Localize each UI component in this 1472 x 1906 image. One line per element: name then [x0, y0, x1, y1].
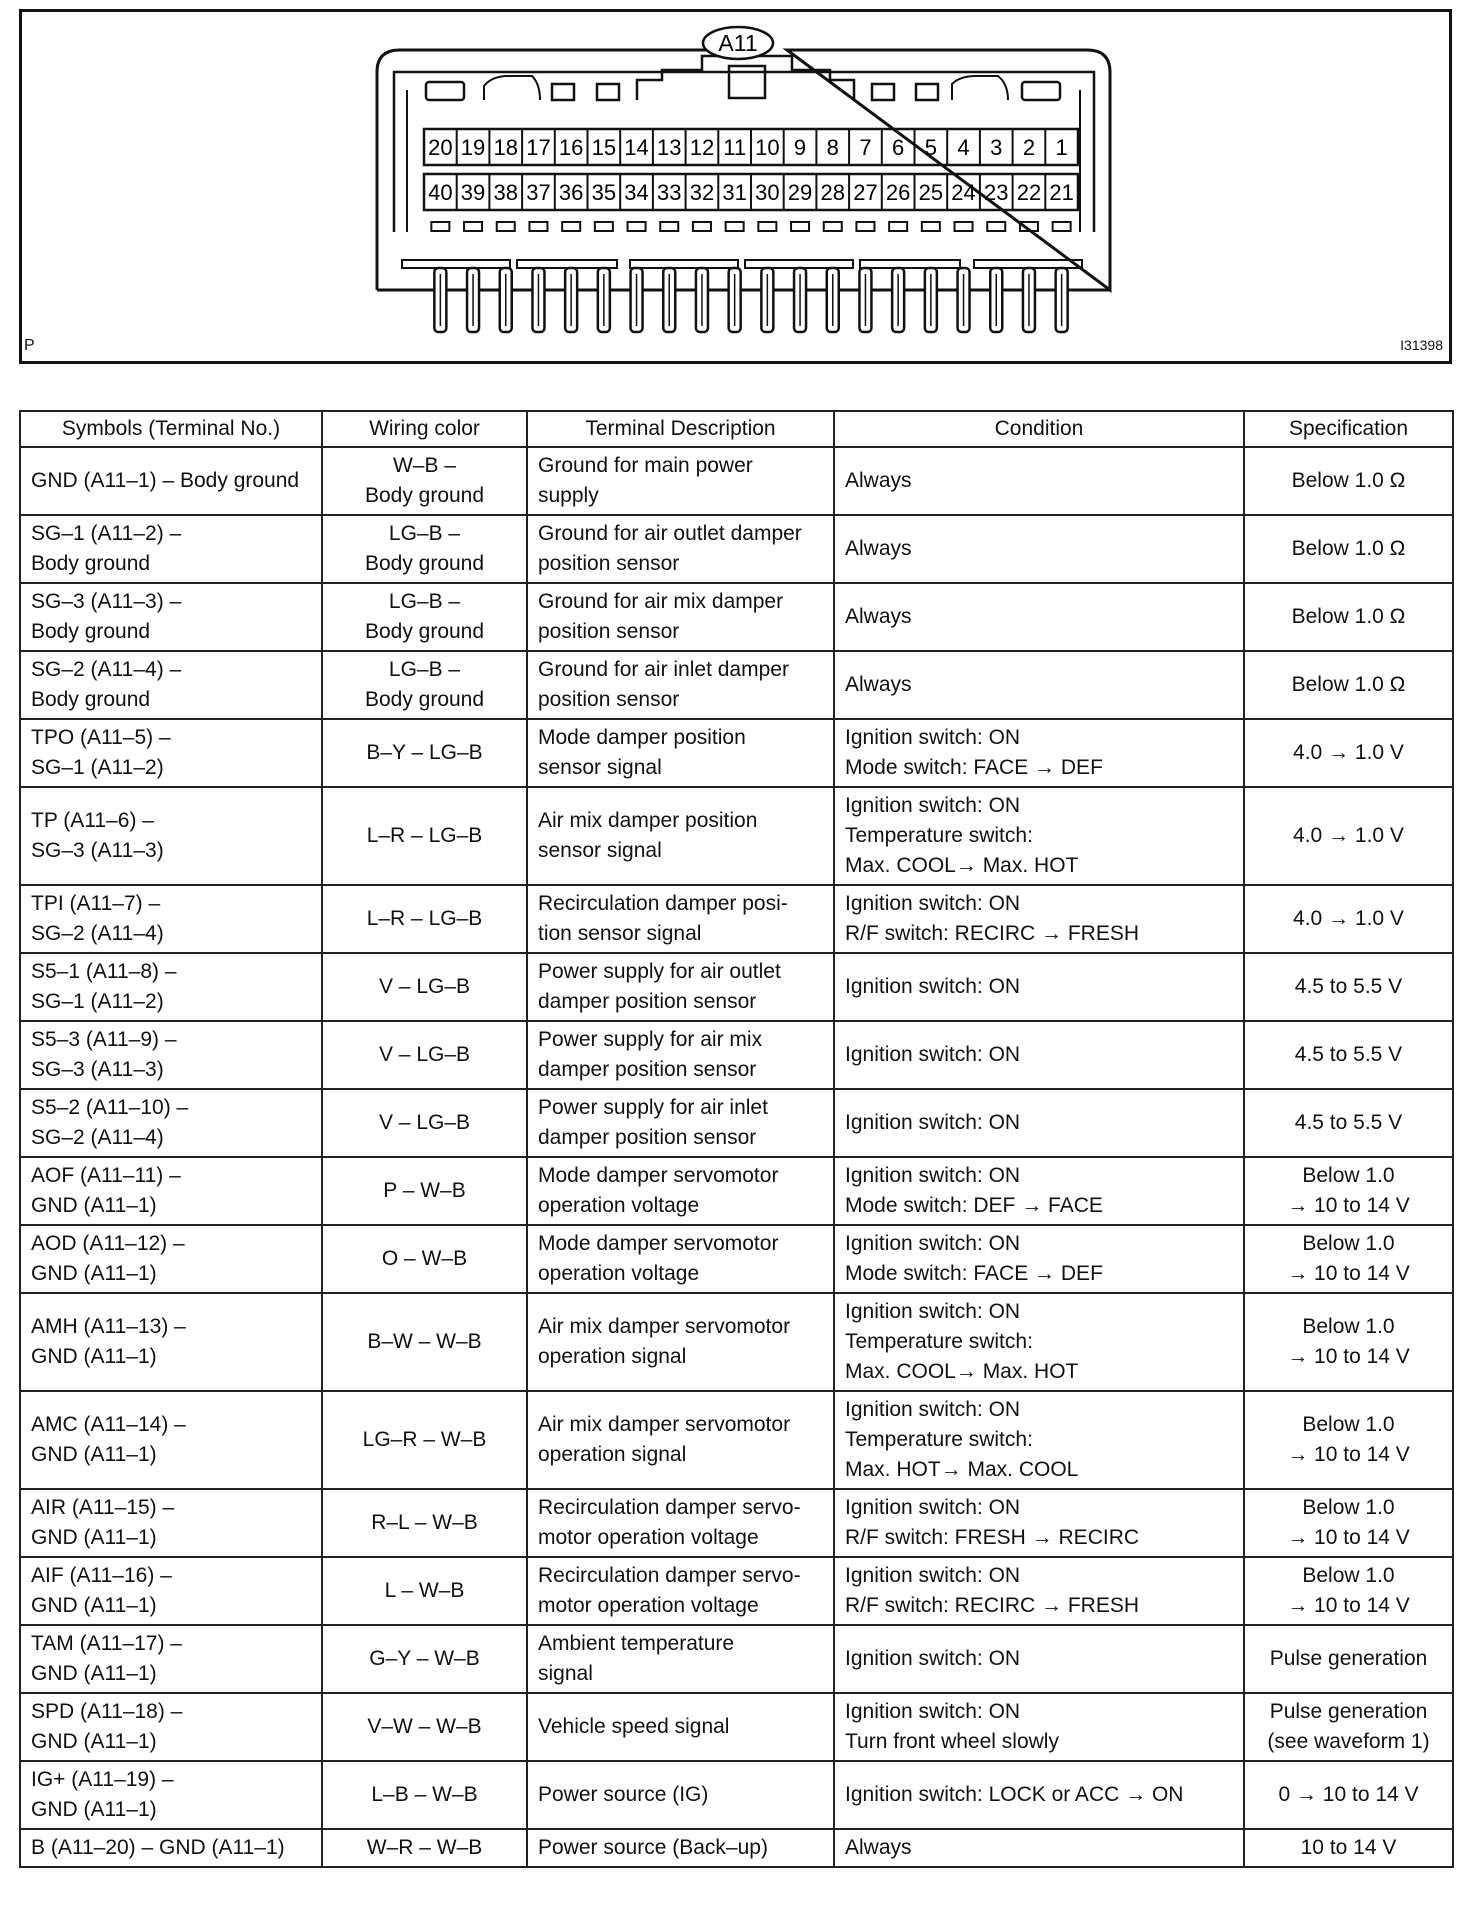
wiring-color-cell-text: LG–R – W–B — [362, 1428, 487, 1451]
description-cell — [527, 1693, 834, 1761]
condition-cell-text: Always — [845, 469, 912, 492]
connector-label: A11 — [718, 30, 758, 56]
pin-number-label: 14 — [624, 135, 649, 160]
terminal-slot — [922, 222, 940, 231]
table-row — [20, 1157, 1453, 1225]
pin-number-label: 33 — [657, 180, 682, 205]
description-cell — [527, 447, 834, 515]
description-cell-text: Mode damper servomotor operation voltage — [538, 1232, 779, 1285]
specification-cell-text: Pulse generation — [1269, 1647, 1428, 1670]
specification-cell — [1244, 1829, 1453, 1867]
specification-cell-text: Below 1.0 Ω — [1291, 537, 1406, 560]
specification-cell — [1244, 1489, 1453, 1557]
description-cell — [527, 1089, 834, 1157]
symbol-cell-text: S5–1 (A11–8) – SG–1 (A11–2) — [31, 960, 177, 1013]
description-cell-text: Recirculation damper servo- motor operation voltage — [538, 1564, 801, 1617]
pin-number-label: 27 — [853, 180, 878, 205]
header-condition: Condition — [834, 411, 1244, 447]
header-terminal-description: Terminal Description — [527, 411, 834, 447]
pin-number-label: 28 — [820, 180, 845, 205]
condition-cell — [834, 651, 1244, 719]
wiring-color-cell — [322, 953, 527, 1021]
symbol-cell — [20, 1157, 322, 1225]
condition-cell-text: Ignition switch: ON — [845, 1647, 1021, 1670]
specification-cell-text: Below 1.0 → 10 to 14 V — [1287, 1164, 1410, 1217]
symbol-cell-text: GND (A11–1) – Body ground — [31, 469, 300, 492]
table-row — [20, 1293, 1453, 1391]
specification-cell-text: Below 1.0 → 10 to 14 V — [1287, 1413, 1410, 1466]
wiring-color-cell — [322, 1761, 527, 1829]
specification-cell — [1244, 1021, 1453, 1089]
description-cell-text: Recirculation damper servo- motor operation voltage — [538, 1496, 801, 1549]
specification-cell — [1244, 1225, 1453, 1293]
terminal-slot — [987, 222, 1005, 231]
specification-cell-text: 4.5 to 5.5 V — [1294, 1043, 1403, 1066]
symbol-cell-text: IG+ (A11–19) – GND (A11–1) — [31, 1768, 174, 1821]
terminal-slot — [628, 222, 646, 231]
table-row — [20, 1693, 1453, 1761]
pin-number-label: 11 — [723, 135, 747, 160]
description-cell — [527, 583, 834, 651]
symbol-cell-text: AIR (A11–15) – GND (A11–1) — [31, 1496, 175, 1549]
pin-number-label: 1 — [1055, 135, 1068, 160]
description-cell-text: Mode damper servomotor operation voltage — [538, 1164, 779, 1217]
symbol-cell-text: S5–2 (A11–10) – SG–2 (A11–4) — [31, 1096, 189, 1149]
terminal-slot — [791, 222, 809, 231]
specification-cell — [1244, 1761, 1453, 1829]
pin-number-label: 24 — [951, 180, 976, 205]
specification-cell-text: Below 1.0 → 10 to 14 V — [1287, 1232, 1410, 1285]
description-cell — [527, 515, 834, 583]
wiring-color-cell-text: O – W–B — [381, 1247, 468, 1270]
wiring-color-cell — [322, 1625, 527, 1693]
pin-number-label: 18 — [493, 135, 518, 160]
description-cell-text: Ground for main power supply — [538, 454, 753, 507]
symbol-cell-text: SG–1 (A11–2) – Body ground — [31, 522, 182, 575]
symbol-cell-text: B (A11–20) – GND (A11–1) — [31, 1836, 285, 1859]
wiring-color-cell-text: V – LG–B — [378, 975, 471, 998]
specification-cell — [1244, 1391, 1453, 1489]
description-cell-text: Mode damper position sensor signal — [538, 726, 746, 779]
specification-cell-text: Below 1.0 → 10 to 14 V — [1287, 1315, 1410, 1368]
description-cell — [527, 1489, 834, 1557]
wiring-color-cell-text: L–R – LG–B — [366, 824, 483, 847]
symbol-cell — [20, 885, 322, 953]
wiring-color-cell — [322, 1021, 527, 1089]
symbol-cell — [20, 1225, 322, 1293]
symbol-cell-text: SG–2 (A11–4) – Body ground — [31, 658, 182, 711]
description-cell — [527, 885, 834, 953]
table-row — [20, 583, 1453, 651]
connector-diagram — [22, 12, 1449, 361]
condition-cell — [834, 1489, 1244, 1557]
condition-cell-text: Ignition switch: ON — [845, 1111, 1021, 1134]
symbol-cell — [20, 1761, 322, 1829]
symbol-cell-text: AMH (A11–13) – GND (A11–1) — [31, 1315, 186, 1368]
pin-number-label: 15 — [591, 135, 617, 160]
specification-cell-text: 4.0 → 1.0 V — [1293, 907, 1404, 930]
specification-cell-text: Below 1.0 Ω — [1291, 605, 1406, 628]
specification-cell — [1244, 1557, 1453, 1625]
terminal-slot — [955, 222, 973, 231]
wiring-color-cell-text: B–Y – LG–B — [366, 741, 483, 764]
table-row — [20, 651, 1453, 719]
terminal-slot — [758, 222, 776, 231]
wiring-color-cell-text: L–R – LG–B — [366, 907, 483, 930]
terminal-slot — [856, 222, 874, 231]
pin-number-label: 2 — [1022, 135, 1036, 160]
symbol-cell-text: AOD (A11–12) – GND (A11–1) — [31, 1232, 185, 1285]
condition-cell — [834, 1293, 1244, 1391]
table-row — [20, 447, 1453, 515]
condition-cell-text: Ignition switch: ON Temperature switch: Max. COOL→ Max. HOT — [845, 794, 1079, 877]
pin-number-label: 17 — [526, 135, 551, 160]
specification-cell-text: Below 1.0 Ω — [1291, 469, 1406, 492]
description-cell — [527, 1293, 834, 1391]
wiring-color-cell-text: V – LG–B — [378, 1043, 471, 1066]
description-cell — [527, 787, 834, 885]
wiring-color-cell — [322, 1391, 527, 1489]
condition-cell-text: Ignition switch: ON — [845, 1043, 1021, 1066]
wiring-color-cell — [322, 1293, 527, 1391]
symbol-cell — [20, 1293, 322, 1391]
wiring-color-cell — [322, 885, 527, 953]
symbol-cell — [20, 515, 322, 583]
pin-number-label: 4 — [957, 135, 970, 160]
condition-cell — [834, 787, 1244, 885]
condition-cell-text: Always — [845, 537, 912, 560]
terminal-slot — [889, 222, 907, 231]
wiring-color-cell — [322, 1829, 527, 1867]
description-cell — [527, 719, 834, 787]
pin-number-label: 5 — [924, 135, 937, 160]
description-cell-text: Recirculation damper posi- tion sensor signal — [538, 892, 788, 945]
condition-cell — [834, 953, 1244, 1021]
condition-cell — [834, 515, 1244, 583]
symbol-cell — [20, 447, 322, 515]
description-cell — [527, 1157, 834, 1225]
symbol-cell — [20, 1693, 322, 1761]
table-row — [20, 1225, 1453, 1293]
pin-number-label: 26 — [885, 180, 911, 205]
specification-cell — [1244, 447, 1453, 515]
wiring-color-cell-text: P – W–B — [383, 1179, 466, 1202]
condition-cell-text: Ignition switch: ON Mode switch: DEF → FACE — [845, 1164, 1103, 1217]
terminal-slot — [562, 222, 580, 231]
terminal-slot — [497, 222, 515, 231]
condition-cell-text: Ignition switch: ON R/F switch: RECIRC → FRESH — [845, 1564, 1140, 1617]
terminal-slot — [529, 222, 547, 231]
pin-number-label: 7 — [859, 135, 872, 160]
description-cell-text: Power supply for air outlet damper position sensor — [538, 960, 781, 1013]
condition-cell — [834, 1829, 1244, 1867]
wiring-color-cell-text: LG–B – Body ground — [364, 590, 485, 643]
condition-cell — [834, 447, 1244, 515]
description-cell-text: Power supply for air inlet damper position sensor — [538, 1096, 768, 1149]
description-cell — [527, 1225, 834, 1293]
description-cell-text: Air mix damper servomotor operation signal — [538, 1413, 791, 1466]
wiring-color-cell-text: V – LG–B — [378, 1111, 471, 1134]
symbol-cell-text: SG–3 (A11–3) – Body ground — [31, 590, 182, 643]
pin-number-label: 22 — [1016, 180, 1042, 205]
wiring-color-cell — [322, 1089, 527, 1157]
specification-cell-text: Below 1.0 → 10 to 14 V — [1287, 1496, 1410, 1549]
condition-cell — [834, 1693, 1244, 1761]
specification-cell — [1244, 885, 1453, 953]
symbol-cell-text: AIF (A11–16) – GND (A11–1) — [31, 1564, 172, 1617]
pin-number-label: 16 — [558, 135, 584, 160]
condition-cell-text: Ignition switch: ON R/F switch: RECIRC → FRESH — [845, 892, 1140, 945]
specification-cell — [1244, 787, 1453, 885]
specification-cell-text: 4.5 to 5.5 V — [1294, 975, 1403, 998]
specification-cell — [1244, 515, 1453, 583]
description-cell-text: Ground for air outlet damper position sensor — [538, 522, 802, 575]
condition-cell-text: Ignition switch: LOCK or ACC → ON — [845, 1783, 1184, 1806]
pin-number-label: 21 — [1049, 180, 1074, 205]
description-cell — [527, 1625, 834, 1693]
specification-cell-text: 4.0 → 1.0 V — [1293, 824, 1404, 847]
wiring-color-cell — [322, 583, 527, 651]
table-row — [20, 953, 1453, 1021]
wiring-color-cell-text: G–Y – W–B — [369, 1647, 480, 1670]
pin-number-label: 6 — [892, 135, 905, 160]
condition-cell-text: Ignition switch: ON Mode switch: FACE → DEF — [845, 726, 1103, 779]
table-row — [20, 1557, 1453, 1625]
condition-cell-text: Ignition switch: ON Temperature switch: Max. HOT→ Max. COOL — [845, 1398, 1079, 1481]
specification-cell — [1244, 1293, 1453, 1391]
header-specification: Specification — [1244, 411, 1453, 447]
symbol-cell — [20, 1625, 322, 1693]
symbol-cell-text: SPD (A11–18) – GND (A11–1) — [31, 1700, 183, 1753]
wiring-color-cell — [322, 787, 527, 885]
condition-cell-text: Ignition switch: ON R/F switch: FRESH → RECIRC — [845, 1496, 1140, 1549]
specification-cell — [1244, 651, 1453, 719]
header-symbols: Symbols (Terminal No.) — [20, 411, 322, 447]
condition-cell — [834, 719, 1244, 787]
condition-cell — [834, 1761, 1244, 1829]
pin-number-label: 29 — [787, 180, 813, 205]
symbol-cell — [20, 719, 322, 787]
pin-number-label: 37 — [526, 180, 551, 205]
specification-cell — [1244, 1693, 1453, 1761]
condition-cell-text: Always — [845, 605, 912, 628]
terminal-slot — [726, 222, 744, 231]
symbol-cell — [20, 1489, 322, 1557]
wiring-color-cell-text: LG–B – Body ground — [364, 658, 485, 711]
condition-cell — [834, 1391, 1244, 1489]
terminal-slot — [824, 222, 842, 231]
description-cell — [527, 1557, 834, 1625]
symbol-cell-text: TP (A11–6) – SG–3 (A11–3) — [31, 809, 164, 862]
description-cell-text: Power source (Back–up) — [538, 1836, 768, 1859]
pin-number-label: 36 — [558, 180, 584, 205]
table-row — [20, 1761, 1453, 1829]
pin-number-label: 10 — [755, 135, 780, 160]
specification-cell — [1244, 583, 1453, 651]
specification-cell-text: Pulse generation (see waveform 1) — [1267, 1700, 1430, 1753]
condition-cell — [834, 1089, 1244, 1157]
description-cell-text: Ground for air inlet damper position sensor — [538, 658, 789, 711]
wiring-color-cell — [322, 1557, 527, 1625]
description-cell — [527, 1829, 834, 1867]
symbol-cell — [20, 953, 322, 1021]
header-wiring-color: Wiring color — [322, 411, 527, 447]
table-row — [20, 885, 1453, 953]
pin-number-label: 35 — [591, 180, 617, 205]
table-row — [20, 1625, 1453, 1693]
figure-code: I31398 — [1400, 337, 1443, 353]
symbol-cell — [20, 583, 322, 651]
corner-mark: P — [24, 337, 35, 354]
connector-figure — [19, 9, 1452, 364]
table-row — [20, 1391, 1453, 1489]
wiring-color-cell-text: W–R – W–B — [366, 1836, 483, 1859]
description-cell — [527, 953, 834, 1021]
wiring-color-cell — [322, 1225, 527, 1293]
description-cell-text: Ground for air mix damper position sensor — [538, 590, 784, 643]
wiring-color-cell — [322, 1489, 527, 1557]
pin-number-label: 8 — [826, 135, 839, 160]
condition-cell-text: Ignition switch: ON Turn front wheel slowly — [845, 1700, 1059, 1753]
symbol-cell-text: TPI (A11–7) – SG–2 (A11–4) — [31, 892, 164, 945]
condition-cell — [834, 583, 1244, 651]
condition-cell-text: Ignition switch: ON Mode switch: FACE → DEF — [845, 1232, 1103, 1285]
pin-number-label: 20 — [428, 135, 453, 160]
terminal-table — [19, 410, 1454, 1868]
condition-cell-text: Ignition switch: ON — [845, 975, 1021, 998]
wiring-color-cell-text: R–L – W–B — [371, 1511, 478, 1534]
pin-number-label: 25 — [918, 180, 944, 205]
pin-number-label: 31 — [722, 180, 747, 205]
symbol-cell-text: TPO (A11–5) – SG–1 (A11–2) — [31, 726, 171, 779]
specification-cell — [1244, 1089, 1453, 1157]
description-cell-text: Power supply for air mix damper position sensor — [538, 1028, 763, 1081]
table-header-row — [20, 411, 1453, 447]
wiring-color-cell — [322, 1693, 527, 1761]
wiring-color-cell-text: B–W – W–B — [367, 1330, 482, 1353]
pin-number-label: 39 — [460, 180, 486, 205]
description-cell — [527, 1761, 834, 1829]
wiring-color-cell-text: W–B – Body ground — [364, 454, 485, 507]
description-cell-text: Ambient temperature signal — [538, 1632, 735, 1685]
table-row — [20, 1021, 1453, 1089]
description-cell-text: Vehicle speed signal — [538, 1715, 730, 1738]
wiring-color-cell — [322, 1157, 527, 1225]
pin-number-label: 12 — [689, 135, 715, 160]
table-row — [20, 1089, 1453, 1157]
pin-number-label: 3 — [990, 135, 1003, 160]
pin-number-label: 38 — [493, 180, 518, 205]
symbol-cell — [20, 787, 322, 885]
wiring-color-cell — [322, 719, 527, 787]
symbol-cell — [20, 1829, 322, 1867]
wiring-color-cell-text: L–B – W–B — [371, 1783, 478, 1806]
pin-number-label: 13 — [657, 135, 682, 160]
description-cell — [527, 651, 834, 719]
pin-number-label: 23 — [984, 180, 1009, 205]
description-cell-text: Air mix damper servomotor operation signal — [538, 1315, 791, 1368]
table-row — [20, 787, 1453, 885]
pin-number-label: 32 — [689, 180, 715, 205]
symbol-cell — [20, 651, 322, 719]
condition-cell-text: Always — [845, 673, 912, 696]
condition-cell — [834, 1625, 1244, 1693]
symbol-cell — [20, 1557, 322, 1625]
pin-number-label: 34 — [624, 180, 649, 205]
table-row — [20, 515, 1453, 583]
description-cell-text: Air mix damper position sensor signal — [538, 809, 758, 862]
specification-cell-text: Below 1.0 → 10 to 14 V — [1287, 1564, 1410, 1617]
pin-number-label: 30 — [755, 180, 780, 205]
terminal-slot — [595, 222, 613, 231]
specification-cell-text: Below 1.0 Ω — [1291, 673, 1406, 696]
symbol-cell-text: AMC (A11–14) – GND (A11–1) — [31, 1413, 186, 1466]
terminal-slot — [693, 222, 711, 231]
table-row — [20, 1829, 1453, 1867]
specification-cell — [1244, 1157, 1453, 1225]
specification-cell — [1244, 953, 1453, 1021]
terminal-slot — [660, 222, 678, 231]
pin-number-label: 40 — [428, 180, 453, 205]
wiring-color-cell — [322, 447, 527, 515]
description-cell — [527, 1021, 834, 1089]
specification-cell-text: 4.0 → 1.0 V — [1293, 741, 1404, 764]
description-cell-text: Power source (IG) — [538, 1783, 709, 1806]
terminal-slot — [1053, 222, 1071, 231]
table-row — [20, 1489, 1453, 1557]
wiring-color-cell-text: LG–B – Body ground — [364, 522, 485, 575]
specification-cell-text: 10 to 14 V — [1300, 1836, 1397, 1859]
wiring-color-cell — [322, 651, 527, 719]
wiring-color-cell — [322, 515, 527, 583]
pin-number-label: 19 — [460, 135, 486, 160]
symbol-cell — [20, 1391, 322, 1489]
table-row — [20, 719, 1453, 787]
condition-cell — [834, 1557, 1244, 1625]
specification-cell — [1244, 1625, 1453, 1693]
condition-cell — [834, 1157, 1244, 1225]
terminal-slot — [464, 222, 482, 231]
description-cell — [527, 1391, 834, 1489]
wiring-color-cell-text: V–W – W–B — [367, 1715, 482, 1738]
terminal-slot — [431, 222, 449, 231]
condition-cell-text: Always — [845, 1836, 912, 1859]
specification-cell-text: 0 → 10 to 14 V — [1278, 1783, 1419, 1806]
symbol-cell-text: AOF (A11–11) – GND (A11–1) — [31, 1164, 181, 1217]
symbol-cell-text: S5–3 (A11–9) – SG–3 (A11–3) — [31, 1028, 177, 1081]
condition-cell — [834, 1021, 1244, 1089]
symbol-cell — [20, 1089, 322, 1157]
condition-cell — [834, 885, 1244, 953]
specification-cell-text: 4.5 to 5.5 V — [1294, 1111, 1403, 1134]
wiring-color-cell-text: L – W–B — [384, 1579, 465, 1602]
specification-cell — [1244, 719, 1453, 787]
condition-cell — [834, 1225, 1244, 1293]
symbol-cell-text: TAM (A11–17) – GND (A11–1) — [31, 1632, 182, 1685]
table-body — [20, 447, 1453, 1867]
symbol-cell — [20, 1021, 322, 1089]
condition-cell-text: Ignition switch: ON Temperature switch: Max. COOL→ Max. HOT — [845, 1300, 1079, 1383]
pin-number-label: 9 — [793, 135, 807, 160]
